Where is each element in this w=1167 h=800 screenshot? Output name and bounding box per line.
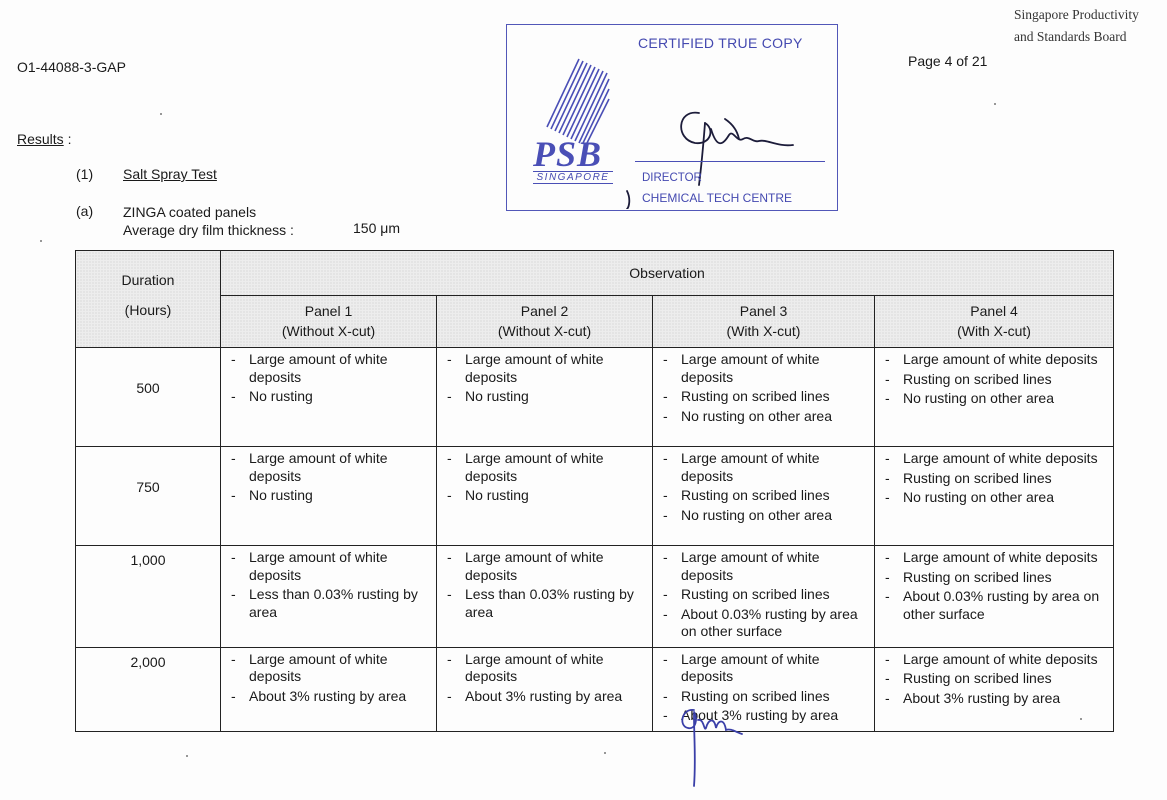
observation-item: - Large amount of white deposits	[663, 651, 870, 686]
stamp-role: DIRECTOR	[642, 172, 702, 184]
observation-cell	[437, 447, 653, 546]
panel-note: (With X-cut)	[957, 323, 1031, 340]
panel-type: ZINGA coated panels	[123, 204, 257, 220]
thickness-value: 150 μm	[353, 220, 400, 236]
signature-line	[635, 161, 825, 162]
panel-header-1	[221, 295, 437, 347]
observation-list	[437, 546, 652, 627]
observation-item: - No rusting on other area	[663, 408, 870, 426]
observation-cell	[221, 348, 437, 447]
observation-list	[653, 546, 874, 647]
item-number: (1)	[76, 166, 94, 182]
panel-name: Panel 2	[520, 303, 569, 320]
page-number: Page 4 of 21	[908, 53, 988, 69]
panel-header-2	[437, 295, 653, 347]
observation-item: - Large amount of white deposits	[447, 450, 648, 485]
test-title: Salt Spray Test	[123, 166, 217, 182]
panel-name: Panel 3	[739, 303, 788, 320]
observation-item: - Large amount of white deposits	[231, 351, 432, 386]
scan-speck	[994, 103, 996, 105]
observation-list	[653, 447, 874, 530]
panel-header-4	[875, 295, 1114, 347]
scan-speck	[160, 113, 162, 115]
observation-cell	[437, 348, 653, 447]
observation-item: - Less than 0.03% rusting by area	[447, 586, 648, 621]
table-row	[76, 647, 1114, 731]
observation-item: - Rusting on scribed lines	[885, 470, 1109, 488]
observation-item: - No rusting	[447, 388, 648, 406]
handwritten-initials	[672, 698, 752, 790]
observation-item: - Large amount of white deposits	[885, 351, 1109, 369]
observation-item: - Rusting on scribed lines	[885, 569, 1109, 587]
observation-cell	[875, 348, 1114, 447]
observation-item: - Large amount of white deposits	[885, 450, 1109, 468]
panel-header-3	[653, 295, 875, 347]
scan-speck	[604, 752, 606, 754]
observation-cell	[221, 447, 437, 546]
observation-item: - Rusting on scribed lines	[663, 688, 870, 706]
duration-header	[76, 251, 221, 348]
observation-cell	[437, 546, 653, 648]
observation-item: - Rusting on scribed lines	[663, 487, 870, 505]
observation-item: - Rusting on scribed lines	[663, 586, 870, 604]
certified-stamp	[506, 24, 838, 211]
organization-line-2: and Standards Board	[1014, 29, 1127, 44]
observation-item: - Large amount of white deposits	[231, 651, 432, 686]
observation-list	[875, 348, 1113, 414]
psb-logo-text: PSB	[533, 134, 603, 174]
duration-header-unit: (Hours)	[124, 302, 172, 318]
thickness-label: Average dry film thickness :	[123, 222, 294, 238]
observation-list	[221, 348, 436, 412]
panel-note: (Without X-cut)	[281, 323, 376, 340]
scan-speck	[186, 755, 188, 757]
observation-list	[221, 447, 436, 511]
panel-note: (Without X-cut)	[497, 323, 592, 340]
observation-cell	[875, 647, 1114, 731]
observation-item: - No rusting on other area	[663, 507, 870, 525]
observation-item: - About 0.03% rusting by area on other surface	[663, 606, 870, 641]
observation-cell	[653, 546, 875, 648]
stamp-title: CERTIFIED TRUE COPY	[638, 35, 803, 51]
observation-item: - About 3% rusting by area	[231, 688, 432, 706]
panel-name: Panel 4	[970, 303, 1018, 320]
observation-item: - No rusting	[231, 388, 432, 406]
observation-header: Observation	[221, 251, 1114, 296]
observation-item: - No rusting on other area	[885, 489, 1109, 507]
observation-item: - No rusting	[447, 487, 648, 505]
observation-item: - About 0.03% rusting by area on other surface	[885, 588, 1109, 623]
observation-item: - Rusting on scribed lines	[885, 371, 1109, 389]
observation-list	[437, 447, 652, 511]
observation-list	[653, 348, 874, 431]
organization-line-1: Singapore Productivity	[1014, 7, 1139, 22]
stamp-department: CHEMICAL TECH CENTRE	[642, 191, 793, 205]
table-row	[76, 348, 1114, 447]
observation-item: - Large amount of white deposits	[663, 450, 870, 485]
observation-cell	[437, 647, 653, 731]
observation-item: - About 3% rusting by area	[663, 707, 870, 725]
observation-cell	[221, 647, 437, 731]
results-heading-text: Results	[17, 131, 64, 147]
observation-item: - Large amount of white deposits	[447, 651, 648, 686]
observation-list	[221, 546, 436, 627]
observation-cell	[653, 348, 875, 447]
observation-item: - Large amount of white deposits	[885, 651, 1109, 669]
observation-list	[221, 648, 436, 712]
observation-item: - Less than 0.03% rusting by area	[231, 586, 432, 621]
panel-note: (With X-cut)	[726, 323, 801, 340]
observation-list	[875, 447, 1113, 513]
table-row	[76, 546, 1114, 648]
duration-cell: 1,000	[76, 546, 221, 648]
psb-logo-subtext: SINGAPORE	[533, 171, 613, 184]
results-heading-colon: :	[67, 131, 72, 147]
observation-list	[875, 648, 1113, 714]
observation-list	[437, 348, 652, 412]
document-code: O1-44088-3-GAP	[17, 59, 126, 75]
observation-item: - Large amount of white deposits	[447, 549, 648, 584]
observation-cell	[875, 447, 1114, 546]
observation-item: - Large amount of white deposits	[231, 549, 432, 584]
results-heading	[17, 131, 71, 147]
observation-cell	[653, 447, 875, 546]
observation-item: - About 3% rusting by area	[885, 690, 1109, 708]
observation-item: - Large amount of white deposits	[231, 450, 432, 485]
duration-header-label: Duration	[121, 272, 175, 288]
organization-name	[1014, 4, 1164, 48]
observation-item: - Large amount of white deposits	[885, 549, 1109, 567]
observation-item: - Rusting on scribed lines	[663, 388, 870, 406]
panel-name: Panel 1	[304, 303, 353, 320]
observation-cell	[221, 546, 437, 648]
observation-cell	[875, 546, 1114, 648]
observation-list	[437, 648, 652, 712]
scan-speck	[1080, 718, 1082, 720]
duration-cell: 500	[76, 348, 221, 447]
observation-item: - Large amount of white deposits	[663, 351, 870, 386]
duration-cell: 750	[76, 447, 221, 546]
scan-speck	[40, 240, 42, 242]
salt-spray-results-table	[75, 250, 1114, 732]
observation-list	[875, 546, 1113, 629]
observation-item: - Large amount of white deposits	[663, 549, 870, 584]
sub-item-description	[123, 203, 294, 239]
observation-item: - Large amount of white deposits	[447, 351, 648, 386]
observation-item: - About 3% rusting by area	[447, 688, 648, 706]
duration-cell: 2,000	[76, 647, 221, 731]
observation-item: - No rusting	[231, 487, 432, 505]
observation-item: - No rusting on other area	[885, 390, 1109, 408]
observation-item: - Rusting on scribed lines	[885, 670, 1109, 688]
sub-item-label: (a)	[76, 203, 94, 219]
table-row	[76, 447, 1114, 546]
